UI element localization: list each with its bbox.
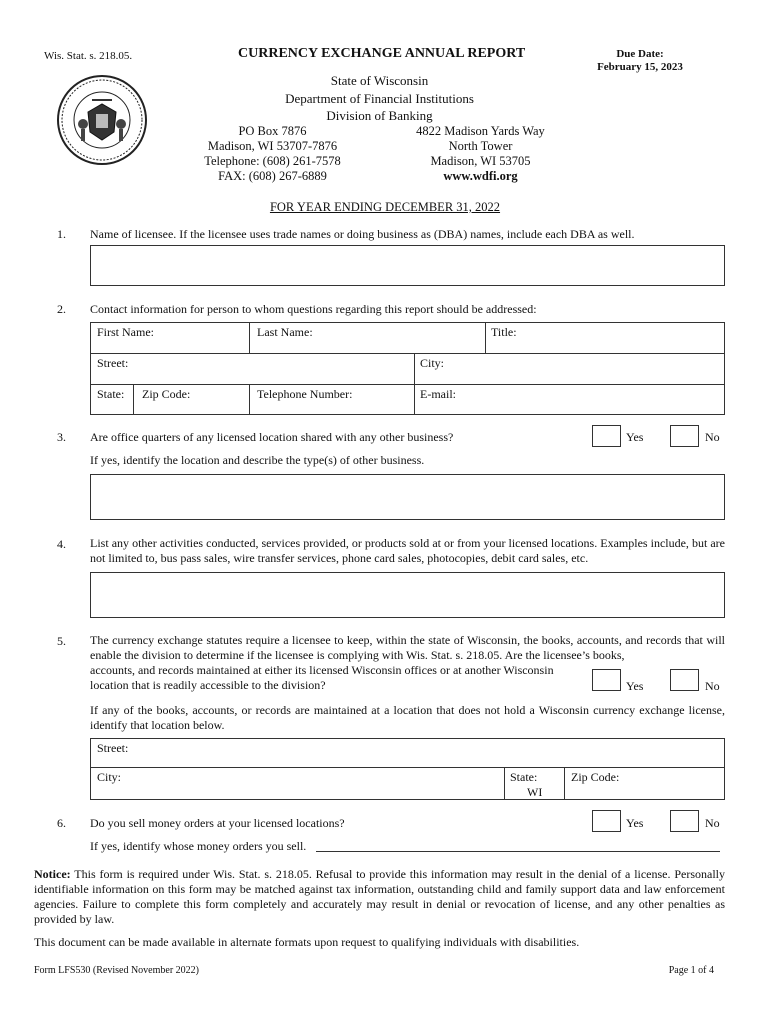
city-label: City:: [420, 356, 445, 370]
q5-no-label: No: [705, 679, 720, 693]
agency-department: Department of Financial Institutions: [285, 91, 474, 106]
q6-no-checkbox[interactable]: [670, 810, 699, 832]
question-4-number: 4.: [57, 537, 66, 551]
agency-division: Division of Banking: [326, 108, 433, 123]
website-link[interactable]: www.wdfi.org: [443, 169, 518, 183]
statute-reference: Wis. Stat. s. 218.05.: [44, 50, 133, 62]
question-4-text: List any other activities conducted, services provided, or products sold at or from your licensed locations. Examples include, but are not limited to, bus pass sales, wire transfer services, phone card sales, photocopies, debit card sales, etc.: [90, 536, 725, 565]
question-2-number: 2.: [57, 302, 66, 316]
fax-number: FAX: (608) 267-6889: [218, 169, 327, 183]
first-name-label: First Name:: [97, 325, 154, 339]
notice-text: This form is required under Wis. Stat. s. 218.05. Refusal to provide this information may result in the denial of a license. Personally identifiable information on this form may be matched against tax information, outstanding child and family support data and law enforcement agencies. Failure to complete this form completely and accurately may result in denial or revocation of license, and any other penalties as provided by law.: [34, 867, 725, 926]
telephone-label: Telephone Number:: [257, 387, 353, 401]
form-id: Form LFS530 (Revised November 2022): [34, 965, 199, 976]
accessibility-statement: This document can be made available in alternate formats upon request to qualifying individuals with disabilities.: [34, 935, 580, 949]
q3-no-label: No: [705, 430, 720, 444]
q3-no-checkbox[interactable]: [670, 425, 699, 447]
question-6-text: Do you sell money orders at your licensed locations?: [90, 816, 345, 830]
email-label: E-mail:: [420, 387, 456, 401]
title-label: Title:: [491, 325, 517, 339]
question-3-number: 3.: [57, 430, 66, 444]
q5-yes-checkbox[interactable]: [592, 669, 621, 691]
notice-label: Notice:: [34, 867, 71, 881]
question-1-text: Name of licensee. If the licensee uses trade names or doing business as (DBA) names, include each DBA as well.: [90, 227, 635, 241]
q5-no-checkbox[interactable]: [670, 669, 699, 691]
q6-no-label: No: [705, 816, 720, 830]
due-date-value: February 15, 2023: [597, 61, 683, 73]
zip-code-label: Zip Code:: [142, 387, 191, 401]
q5-yes-label: Yes: [626, 679, 644, 693]
page-number: Page 1 of 4: [668, 965, 714, 976]
year-ending-heading: FOR YEAR ENDING DECEMBER 31, 2022: [269, 200, 501, 214]
form-title: CURRENCY EXCHANGE ANNUAL REPORT: [238, 46, 526, 61]
mail-address-line2: Madison, WI 53707-7876: [207, 139, 338, 153]
shared-location-field[interactable]: [90, 474, 725, 520]
agency-state: State of Wisconsin: [330, 73, 429, 88]
question-5-text-line3: location that is readily accessible to the division?: [90, 678, 326, 692]
state-label: State:: [97, 387, 125, 401]
question-1-number: 1.: [57, 227, 66, 241]
last-name-label: Last Name:: [257, 325, 313, 339]
records-zip-label: Zip Code:: [571, 770, 620, 784]
q3-yes-checkbox[interactable]: [592, 425, 621, 447]
street-label: Street:: [97, 356, 129, 370]
street-address-line2: North Tower: [448, 139, 513, 153]
records-city-label: City:: [97, 770, 122, 784]
question-3-text: Are office quarters of any licensed location shared with any other business?: [90, 430, 454, 444]
telephone-number: Telephone: (608) 261-7578: [204, 154, 341, 168]
money-order-provider-input[interactable]: [318, 836, 722, 853]
question-6-number: 6.: [57, 816, 66, 830]
q6-yes-checkbox[interactable]: [592, 810, 621, 832]
records-location-table: [90, 738, 725, 800]
question-6-followup: If yes, identify whose money orders you sell.: [90, 839, 307, 853]
q6-yes-label: Yes: [626, 816, 644, 830]
other-activities-field[interactable]: [90, 572, 725, 618]
question-5-followup: If any of the books, accounts, or records are maintained at a location that does not hold a Wisconsin currency exchange license, identify that location below.: [90, 703, 725, 732]
question-2-text: Contact information for person to whom questions regarding this report should be addressed:: [90, 302, 537, 316]
records-street-label: Street:: [97, 741, 129, 755]
street-address-line1: 4822 Madison Yards Way: [416, 124, 545, 138]
mail-address-line1: PO Box 7876: [238, 124, 307, 138]
question-5-text-line1: The currency exchange statutes require a licensee to keep, within the state of Wisconsin, the books, accounts, and records that will enable the division to determine if the licensee is complying with Wis. Stat. s. 218.05. Are the licensee’s books,: [90, 633, 725, 662]
contact-info-table: [90, 322, 725, 415]
question-5-number: 5.: [57, 634, 66, 648]
due-date-label: Due Date:: [616, 48, 664, 60]
question-3-followup: If yes, identify the location and describe the type(s) of other business.: [90, 453, 425, 467]
licensee-name-field[interactable]: [90, 245, 725, 286]
records-state-label: State:: [510, 770, 538, 784]
wisconsin-seal: [56, 74, 148, 166]
q3-yes-label: Yes: [626, 430, 644, 444]
notice-paragraph: [34, 867, 725, 927]
question-5-text-line2: accounts, and records maintained at either its licensed Wisconsin offices or at another Wisconsin: [90, 663, 554, 677]
records-state-value: WI: [527, 785, 543, 799]
street-address-line3: Madison, WI 53705: [430, 154, 531, 168]
